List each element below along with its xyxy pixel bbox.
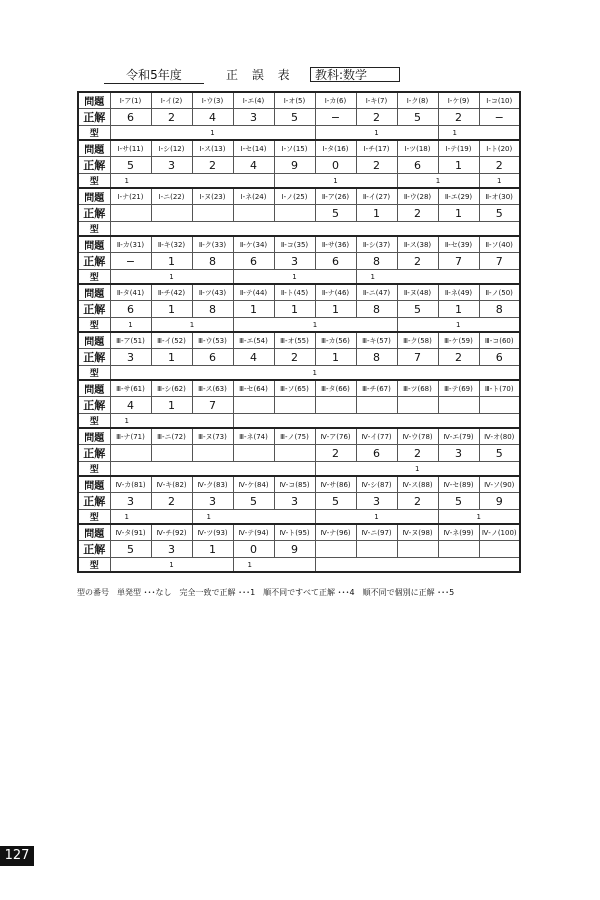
question-cell: Ⅰ-ソ(15) — [274, 140, 315, 157]
type-cell — [110, 462, 315, 477]
type-row-label: 型 — [78, 558, 110, 573]
answer-cell — [151, 445, 192, 462]
question-cell: Ⅲ-ニ(72) — [151, 428, 192, 445]
type-cell: 1 — [479, 174, 520, 189]
answer-cell: 8 — [356, 253, 397, 270]
type-cell — [315, 558, 520, 573]
question-cell: Ⅲ-コ(60) — [479, 332, 520, 349]
answer-table — [77, 91, 521, 573]
question-cell: Ⅱ-ネ(49) — [438, 284, 479, 301]
question-row — [78, 380, 520, 397]
type-cell: 1 — [110, 558, 233, 573]
type-row — [78, 270, 520, 285]
question-cell: Ⅲ-ア(51) — [110, 332, 151, 349]
type-row — [78, 318, 520, 333]
answer-cell: 1 — [151, 349, 192, 366]
answer-cell: 9 — [274, 157, 315, 174]
question-cell: Ⅳ-コ(85) — [274, 476, 315, 493]
question-cell: Ⅲ-キ(57) — [356, 332, 397, 349]
answer-cell: 8 — [192, 253, 233, 270]
type-cell: 1 — [438, 126, 520, 141]
answer-cell: 3 — [192, 493, 233, 510]
answer-row-label: 正解 — [78, 349, 110, 366]
question-row-label: 問題 — [78, 332, 110, 349]
question-cell: Ⅱ-チ(42) — [151, 284, 192, 301]
question-cell: Ⅱ-ソ(40) — [479, 236, 520, 253]
answer-row-label: 正解 — [78, 301, 110, 318]
answer-cell — [274, 445, 315, 462]
type-cell: 1 — [356, 270, 520, 285]
question-row-label: 問題 — [78, 380, 110, 397]
question-cell: Ⅰ-ト(20) — [479, 140, 520, 157]
answer-cell: 1 — [151, 253, 192, 270]
question-cell: Ⅰ-サ(11) — [110, 140, 151, 157]
answer-cell: 5 — [274, 109, 315, 126]
question-cell: Ⅳ-ト(95) — [274, 524, 315, 541]
type-cell: 1 — [397, 318, 520, 333]
question-cell: Ⅰ-ツ(18) — [397, 140, 438, 157]
answer-cell: 2 — [151, 493, 192, 510]
question-cell: Ⅰ-ウ(3) — [192, 92, 233, 109]
question-cell: Ⅳ-オ(80) — [479, 428, 520, 445]
question-cell: Ⅳ-ツ(93) — [192, 524, 233, 541]
question-cell: Ⅳ-サ(86) — [315, 476, 356, 493]
answer-cell: 5 — [315, 493, 356, 510]
answer-cell: 3 — [151, 157, 192, 174]
question-cell: Ⅲ-ソ(65) — [274, 380, 315, 397]
answer-cell — [315, 541, 356, 558]
question-cell: Ⅳ-ノ(100) — [479, 524, 520, 541]
question-cell: Ⅳ-ウ(78) — [397, 428, 438, 445]
answer-cell: 2 — [438, 349, 479, 366]
answer-cell: 9 — [274, 541, 315, 558]
answer-cell: 3 — [274, 253, 315, 270]
answer-row — [78, 541, 520, 558]
question-row-label: 問題 — [78, 92, 110, 109]
type-row-label: 型 — [78, 366, 110, 381]
answer-cell: 5 — [438, 493, 479, 510]
answer-cell: 2 — [151, 109, 192, 126]
type-legend: 型の番号 単発型 ･･･なし 完全一致で正解 ･･･1 順不同ですべて正解 ･･･4 順不同で個別に正解 ･･･5 — [77, 588, 455, 597]
answer-cell: 6 — [233, 253, 274, 270]
answer-cell: 1 — [438, 205, 479, 222]
question-cell: Ⅲ-ツ(68) — [397, 380, 438, 397]
answer-cell — [192, 205, 233, 222]
question-cell: Ⅱ-ナ(46) — [315, 284, 356, 301]
question-row — [78, 92, 520, 109]
question-cell: Ⅱ-タ(41) — [110, 284, 151, 301]
answer-row — [78, 397, 520, 414]
answer-row-label: 正解 — [78, 109, 110, 126]
question-cell: Ⅱ-キ(32) — [151, 236, 192, 253]
answer-cell: 1 — [151, 301, 192, 318]
question-cell: Ⅲ-タ(66) — [315, 380, 356, 397]
answer-cell: 3 — [438, 445, 479, 462]
question-cell: Ⅲ-ノ(75) — [274, 428, 315, 445]
type-cell: 1 — [397, 174, 479, 189]
question-cell: Ⅲ-セ(64) — [233, 380, 274, 397]
type-row-label: 型 — [78, 510, 110, 525]
answer-row-label: 正解 — [78, 445, 110, 462]
answer-cell: 1 — [192, 541, 233, 558]
question-cell: Ⅳ-ソ(90) — [479, 476, 520, 493]
answer-cell: 2 — [192, 157, 233, 174]
answer-cell: 1 — [151, 397, 192, 414]
answer-row-label: 正解 — [78, 397, 110, 414]
question-row-label: 問題 — [78, 524, 110, 541]
type-cell: 1 — [110, 510, 192, 525]
answer-cell: 6 — [110, 301, 151, 318]
answer-cell: 0 — [315, 157, 356, 174]
question-cell: Ⅰ-イ(2) — [151, 92, 192, 109]
question-cell: Ⅲ-エ(54) — [233, 332, 274, 349]
answer-cell: 2 — [315, 445, 356, 462]
type-cell: 1 — [110, 174, 274, 189]
question-cell: Ⅰ-テ(19) — [438, 140, 479, 157]
question-row-label: 問題 — [78, 428, 110, 445]
answer-cell: 2 — [274, 349, 315, 366]
answer-row — [78, 349, 520, 366]
type-cell: 1 — [315, 510, 438, 525]
question-cell: Ⅱ-ス(38) — [397, 236, 438, 253]
question-cell: Ⅱ-ノ(50) — [479, 284, 520, 301]
answer-cell: 5 — [479, 445, 520, 462]
answer-cell: 8 — [356, 301, 397, 318]
answer-cell: 2 — [397, 493, 438, 510]
answer-row — [78, 493, 520, 510]
answer-cell: 3 — [356, 493, 397, 510]
answer-cell: 5 — [110, 541, 151, 558]
answer-cell: 2 — [356, 157, 397, 174]
page-number: 127 — [0, 846, 34, 866]
answer-cell: 2 — [397, 445, 438, 462]
question-cell: Ⅲ-ト(70) — [479, 380, 520, 397]
answer-cell: 0 — [233, 541, 274, 558]
sheet-header — [104, 67, 404, 85]
type-row-label: 型 — [78, 318, 110, 333]
type-row — [78, 414, 520, 429]
type-cell: 1 — [274, 174, 397, 189]
question-cell: Ⅰ-チ(17) — [356, 140, 397, 157]
question-cell: Ⅱ-サ(36) — [315, 236, 356, 253]
answer-cell: 5 — [397, 109, 438, 126]
question-cell: Ⅲ-サ(61) — [110, 380, 151, 397]
type-row-label: 型 — [78, 222, 110, 237]
question-cell: Ⅰ-ア(1) — [110, 92, 151, 109]
answer-cell — [192, 445, 233, 462]
answer-cell — [397, 397, 438, 414]
question-cell: Ⅳ-キ(82) — [151, 476, 192, 493]
answer-cell: 1 — [438, 301, 479, 318]
question-cell: Ⅰ-ナ(21) — [110, 188, 151, 205]
answer-cell: 2 — [397, 205, 438, 222]
question-cell: Ⅰ-オ(5) — [274, 92, 315, 109]
question-cell: Ⅱ-ウ(28) — [397, 188, 438, 205]
answer-row-label: 正解 — [78, 205, 110, 222]
question-cell: Ⅱ-コ(35) — [274, 236, 315, 253]
question-cell: Ⅲ-テ(69) — [438, 380, 479, 397]
answer-cell — [274, 205, 315, 222]
answer-cell: 4 — [233, 349, 274, 366]
type-row-label: 型 — [78, 270, 110, 285]
question-cell: Ⅲ-ウ(53) — [192, 332, 233, 349]
question-cell: Ⅱ-ク(33) — [192, 236, 233, 253]
answer-cell — [151, 205, 192, 222]
question-cell: Ⅱ-オ(30) — [479, 188, 520, 205]
question-cell: Ⅲ-ネ(74) — [233, 428, 274, 445]
answer-cell: 6 — [315, 253, 356, 270]
type-row — [78, 222, 520, 237]
question-cell: Ⅱ-ツ(43) — [192, 284, 233, 301]
answer-cell: 4 — [192, 109, 233, 126]
answer-cell: 4 — [110, 397, 151, 414]
type-cell: 1 — [110, 126, 315, 141]
answer-cell: 1 — [274, 301, 315, 318]
type-cell: 1 — [110, 414, 233, 429]
question-cell: Ⅳ-ア(76) — [315, 428, 356, 445]
answer-cell: 3 — [233, 109, 274, 126]
question-cell: Ⅱ-エ(29) — [438, 188, 479, 205]
question-cell: Ⅲ-シ(62) — [151, 380, 192, 397]
answer-cell: − — [479, 109, 520, 126]
question-cell: Ⅳ-ス(88) — [397, 476, 438, 493]
question-cell: Ⅳ-セ(89) — [438, 476, 479, 493]
type-cell — [233, 414, 520, 429]
answer-row — [78, 205, 520, 222]
answer-cell: 6 — [110, 109, 151, 126]
question-cell: Ⅰ-エ(4) — [233, 92, 274, 109]
question-row — [78, 524, 520, 541]
question-cell: Ⅰ-カ(6) — [315, 92, 356, 109]
answer-cell — [479, 541, 520, 558]
question-cell: Ⅱ-シ(37) — [356, 236, 397, 253]
answer-cell — [110, 205, 151, 222]
question-cell: Ⅲ-ケ(59) — [438, 332, 479, 349]
answer-row — [78, 445, 520, 462]
question-cell: Ⅱ-ニ(47) — [356, 284, 397, 301]
answer-cell: 3 — [274, 493, 315, 510]
question-cell: Ⅰ-キ(7) — [356, 92, 397, 109]
answer-cell: 7 — [192, 397, 233, 414]
type-row — [78, 510, 520, 525]
type-row — [78, 126, 520, 141]
question-cell: Ⅲ-イ(52) — [151, 332, 192, 349]
answer-cell — [356, 541, 397, 558]
question-cell: Ⅱ-セ(39) — [438, 236, 479, 253]
question-cell: Ⅳ-テ(94) — [233, 524, 274, 541]
question-cell: Ⅲ-ク(58) — [397, 332, 438, 349]
question-cell: Ⅰ-コ(10) — [479, 92, 520, 109]
answer-cell: 8 — [479, 301, 520, 318]
answer-cell: 6 — [479, 349, 520, 366]
type-cell: 1 — [233, 558, 315, 573]
subject-box: 教科:数学 — [310, 67, 400, 82]
question-cell: Ⅱ-イ(27) — [356, 188, 397, 205]
answer-cell: 5 — [233, 493, 274, 510]
question-row — [78, 140, 520, 157]
answer-row-label: 正解 — [78, 253, 110, 270]
question-cell: Ⅰ-ク(8) — [397, 92, 438, 109]
answer-cell: 1 — [356, 205, 397, 222]
question-cell: Ⅳ-イ(77) — [356, 428, 397, 445]
answer-cell: 6 — [397, 157, 438, 174]
question-cell: Ⅳ-ク(83) — [192, 476, 233, 493]
answer-row-label: 正解 — [78, 493, 110, 510]
answer-cell: 1 — [233, 301, 274, 318]
answer-cell: 5 — [479, 205, 520, 222]
question-cell: Ⅳ-ニ(97) — [356, 524, 397, 541]
answer-cell: 3 — [151, 541, 192, 558]
answer-row-label: 正解 — [78, 157, 110, 174]
answer-cell: 1 — [315, 349, 356, 366]
question-cell: Ⅰ-ケ(9) — [438, 92, 479, 109]
answer-cell: − — [315, 109, 356, 126]
question-row-label: 問題 — [78, 476, 110, 493]
type-row-label: 型 — [78, 174, 110, 189]
answer-cell: 2 — [479, 157, 520, 174]
type-row-label: 型 — [78, 414, 110, 429]
answer-cell — [397, 541, 438, 558]
question-cell: Ⅳ-ケ(84) — [233, 476, 274, 493]
question-cell: Ⅲ-ヌ(73) — [192, 428, 233, 445]
question-cell: Ⅲ-オ(55) — [274, 332, 315, 349]
question-row — [78, 284, 520, 301]
answer-cell — [438, 397, 479, 414]
answer-cell — [233, 445, 274, 462]
question-cell: Ⅲ-ス(63) — [192, 380, 233, 397]
type-cell: 1 — [315, 462, 520, 477]
answer-cell: 8 — [192, 301, 233, 318]
answer-cell: 5 — [110, 157, 151, 174]
type-row — [78, 462, 520, 477]
type-cell: 1 — [438, 510, 520, 525]
question-cell: Ⅰ-シ(12) — [151, 140, 192, 157]
question-row-label: 問題 — [78, 284, 110, 301]
answer-cell: − — [110, 253, 151, 270]
question-row — [78, 428, 520, 445]
type-cell: 1 — [192, 510, 315, 525]
answer-cell: 7 — [479, 253, 520, 270]
question-cell: Ⅱ-ト(45) — [274, 284, 315, 301]
question-row — [78, 476, 520, 493]
answer-cell: 4 — [233, 157, 274, 174]
question-cell: Ⅱ-カ(31) — [110, 236, 151, 253]
question-cell: Ⅳ-エ(79) — [438, 428, 479, 445]
type-cell: 1 — [233, 270, 356, 285]
type-cell: 1 — [233, 318, 397, 333]
type-row — [78, 366, 520, 381]
question-row-label: 問題 — [78, 140, 110, 157]
question-cell: Ⅲ-カ(56) — [315, 332, 356, 349]
question-cell: Ⅰ-ヌ(23) — [192, 188, 233, 205]
answer-cell: 2 — [397, 253, 438, 270]
answer-cell: 1 — [438, 157, 479, 174]
question-cell: Ⅲ-ナ(71) — [110, 428, 151, 445]
type-cell: 1 — [110, 318, 151, 333]
answer-cell: 3 — [110, 349, 151, 366]
question-cell: Ⅳ-カ(81) — [110, 476, 151, 493]
answer-cell — [233, 205, 274, 222]
question-cell: Ⅱ-テ(44) — [233, 284, 274, 301]
answer-cell: 2 — [356, 109, 397, 126]
question-row-label: 問題 — [78, 188, 110, 205]
answer-row — [78, 253, 520, 270]
type-cell: 1 — [151, 318, 233, 333]
answer-cell — [274, 397, 315, 414]
type-row-label: 型 — [78, 462, 110, 477]
type-cell: 1 — [110, 270, 233, 285]
question-row-label: 問題 — [78, 236, 110, 253]
question-cell: Ⅱ-ヌ(48) — [397, 284, 438, 301]
type-row — [78, 558, 520, 573]
question-row — [78, 188, 520, 205]
answer-cell: 6 — [356, 445, 397, 462]
type-cell — [110, 222, 520, 237]
answer-cell: 7 — [438, 253, 479, 270]
answer-cell — [110, 445, 151, 462]
question-cell: Ⅰ-ノ(25) — [274, 188, 315, 205]
answer-cell — [233, 397, 274, 414]
type-cell: 1 — [110, 366, 520, 381]
question-cell: Ⅰ-ニ(22) — [151, 188, 192, 205]
answer-cell: 6 — [192, 349, 233, 366]
question-cell: Ⅳ-チ(92) — [151, 524, 192, 541]
question-cell: Ⅳ-ナ(96) — [315, 524, 356, 541]
answer-cell — [479, 397, 520, 414]
answer-cell: 3 — [110, 493, 151, 510]
question-cell: Ⅰ-タ(16) — [315, 140, 356, 157]
answer-cell — [438, 541, 479, 558]
question-cell: Ⅱ-ケ(34) — [233, 236, 274, 253]
answer-cell: 5 — [315, 205, 356, 222]
question-cell: Ⅱ-ア(26) — [315, 188, 356, 205]
type-row-label: 型 — [78, 126, 110, 141]
answer-row — [78, 301, 520, 318]
question-cell: Ⅳ-タ(91) — [110, 524, 151, 541]
type-cell: 1 — [315, 126, 438, 141]
question-cell: Ⅲ-チ(67) — [356, 380, 397, 397]
year-label: 令和5年度 — [104, 67, 204, 84]
answer-cell: 2 — [438, 109, 479, 126]
answer-cell — [315, 397, 356, 414]
answer-cell: 8 — [356, 349, 397, 366]
answer-cell: 5 — [397, 301, 438, 318]
question-cell: Ⅳ-ヌ(98) — [397, 524, 438, 541]
sheet-title: 正 誤 表 — [226, 68, 295, 82]
question-row — [78, 236, 520, 253]
question-cell: Ⅰ-セ(14) — [233, 140, 274, 157]
answer-row — [78, 109, 520, 126]
question-cell: Ⅳ-ネ(99) — [438, 524, 479, 541]
answer-row-label: 正解 — [78, 541, 110, 558]
question-cell: Ⅰ-ス(13) — [192, 140, 233, 157]
answer-cell — [356, 397, 397, 414]
type-row — [78, 174, 520, 189]
question-cell: Ⅳ-シ(87) — [356, 476, 397, 493]
answer-cell: 7 — [397, 349, 438, 366]
question-cell: Ⅰ-ネ(24) — [233, 188, 274, 205]
answer-cell: 9 — [479, 493, 520, 510]
question-row — [78, 332, 520, 349]
answer-cell: 1 — [315, 301, 356, 318]
answer-row — [78, 157, 520, 174]
